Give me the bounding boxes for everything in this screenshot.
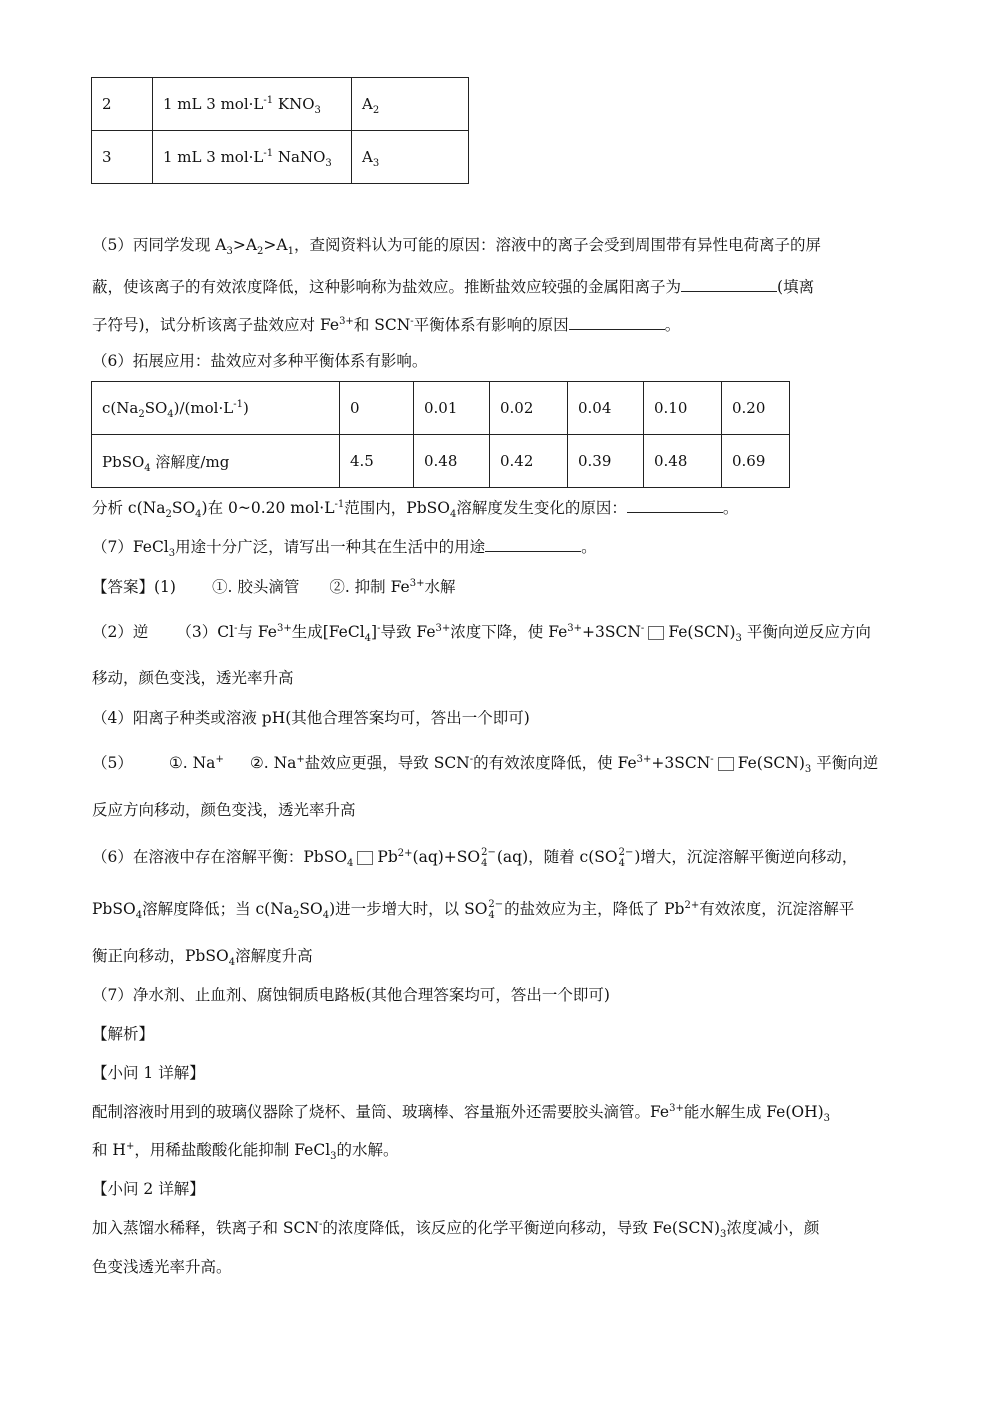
answer-line-7: （6）在溶液中存在溶解平衡：PbSO$_4$ $Pb^{2+}(aq)+SO$ 2− 4 (aq)，随着 c(SO 2− 4 )增大，沉淀溶解平衡逆向移动， <box>92 847 858 870</box>
table-cell: 0.42 <box>490 435 568 488</box>
answer-line-8: PbSO$_4$溶解度降低；当 $c(Na_2SO_4)$进一步增大时，以 SO 2− 4 的盐效应为主，降低了 $Pb^{2+}$有效浓度，沉淀溶解平 <box>92 899 855 922</box>
table-cell: 0 <box>340 382 414 435</box>
table-cell: 4.5 <box>340 435 414 488</box>
answer-line-5: （5） ①. Na+ ②. Na+盐效应更强，导致 SCN-的有效浓度降低，使 $Fe^{3+}+3SCN^-$ $Fe(SCN)_3$ 平衡向逆 <box>92 753 879 776</box>
table-cell: 0.04 <box>568 382 644 435</box>
table-cell: 0.01 <box>414 382 490 435</box>
question-5-line-2: 蔽，使该离子的有效浓度降低，这种影响称为盐效应。推断盐效应较强的金属阳离子为 (填离 <box>92 278 815 296</box>
equilibrium-arrow-icon <box>357 851 373 865</box>
table-cell: 0.48 <box>414 435 490 488</box>
table-header-cell: PbSO$_4$ 溶解度/mg <box>92 435 340 488</box>
table-row <box>92 435 790 488</box>
table-cell: 0.48 <box>644 435 722 488</box>
table-cell: 1 mL 3 $mol\cdot L^{-1}$ NaNO$_3$ <box>153 131 352 184</box>
table-cell: $A_2$ <box>352 78 469 131</box>
sulfate-charge: 2− 4 <box>618 847 634 869</box>
table-cell: 1 mL 3 $mol\cdot L^{-1}$ $KNO_3$ <box>153 78 352 131</box>
table-cell: 0.02 <box>490 382 568 435</box>
analysis-paragraph-2-cont: 色变浅透光率升高。 <box>92 1258 232 1276</box>
answer-blank[interactable] <box>569 315 665 330</box>
answer-line-1: 【答案】(1) ①. 胶头滴管 ②. 抑制 $Fe^{3+}$水解 <box>92 577 456 596</box>
sub-question-1-heading: 【小问 1 详解】 <box>92 1064 205 1082</box>
answer-line-4: （4）阳离子种类或溶液 pH(其他合理答案均可，答出一个即可) <box>92 709 530 727</box>
answer-line-6: 反应方向移动，颜色变浅，透光率升高 <box>92 801 356 819</box>
table-row <box>92 382 790 435</box>
sulfate-charge: 2− 4 <box>488 899 504 921</box>
table-cell: 2 <box>92 78 153 131</box>
question-5-line-1: （5）丙同学发现 $A_3>A_2>A_1$，查阅资料认为可能的原因：溶液中的离子会受到周围带有异性电荷离子的屏 <box>92 236 821 258</box>
table-cell: 0.10 <box>644 382 722 435</box>
answer-line-10: （7）净水剂、止血剂、腐蚀铜质电路板(其他合理答案均可，答出一个即可) <box>92 986 610 1004</box>
question-6-prompt: 分析 $c(Na_2SO_4)$在 0~0.20 $mol\cdot L^{-1}$范围内，PbSO$_4$溶解度发生变化的原因： 。 <box>92 498 739 521</box>
answer-blank[interactable] <box>485 537 581 552</box>
equilibrium-arrow-icon <box>648 626 664 640</box>
answer-line-9: 衡正向移动，PbSO$_4$溶解度升高 <box>92 947 313 969</box>
table-row <box>92 78 469 131</box>
table-cell: 0.69 <box>722 435 790 488</box>
question-5-line-3: 子符号)，试分析该离子盐效应对 $Fe^{3+}$和 SCN-平衡体系有影响的原因 。 <box>92 315 681 334</box>
table-cell: 0.39 <box>568 435 644 488</box>
sub-question-2-heading: 【小问 2 详解】 <box>92 1180 205 1198</box>
question-7: （7）FeCl$_3$用途十分广泛，请写出一种其在生活中的用途 。 <box>92 538 597 560</box>
table-header-cell: $c(Na_2SO_4)/(mol\cdot L^{-1})$ <box>92 382 340 435</box>
table-row <box>92 131 469 184</box>
analysis-title: 【解析】 <box>92 1025 155 1043</box>
analysis-paragraph-1: 配制溶液时用到的玻璃仪器除了烧杯、量筒、玻璃棒、容量瓶外还需要胶头滴管。$Fe^{3+}$能水解生成 $Fe(OH)_3$ <box>92 1102 831 1125</box>
sulfate-charge: 2− 4 <box>481 847 496 869</box>
analysis-paragraph-1-cont: 和 H+，用稀盐酸酸化能抑制 FeCl$_3$的水解。 <box>92 1140 399 1163</box>
analysis-paragraph-2: 加入蒸馏水稀释，铁离子和 SCN-的浓度降低，该反应的化学平衡逆向移动，导致 $Fe(SCN)_3$浓度减小，颜 <box>92 1218 820 1241</box>
answer-line-2: （2）逆 （3）Cl-与 $Fe^{3+}$生成[FeCl$_4$]-导致 $Fe^{3+}$浓度下降，使 $Fe^{3+}+3SCN^-$ $Fe(SCN)_3$ 平衡向逆反应方向 <box>92 622 871 645</box>
answer-blank[interactable] <box>627 498 723 513</box>
solubility-table <box>91 381 790 488</box>
table-cell: 0.20 <box>722 382 790 435</box>
equilibrium-arrow-icon <box>718 757 734 771</box>
question-6-text: （6）拓展应用：盐效应对多种平衡体系有影响。 <box>92 352 428 370</box>
answer-line-3: 移动，颜色变浅，透光率升高 <box>92 669 294 687</box>
experiment-table <box>91 77 469 184</box>
table-cell: $A_3$ <box>352 131 469 184</box>
answer-blank[interactable] <box>681 277 777 292</box>
table-cell: 3 <box>92 131 153 184</box>
